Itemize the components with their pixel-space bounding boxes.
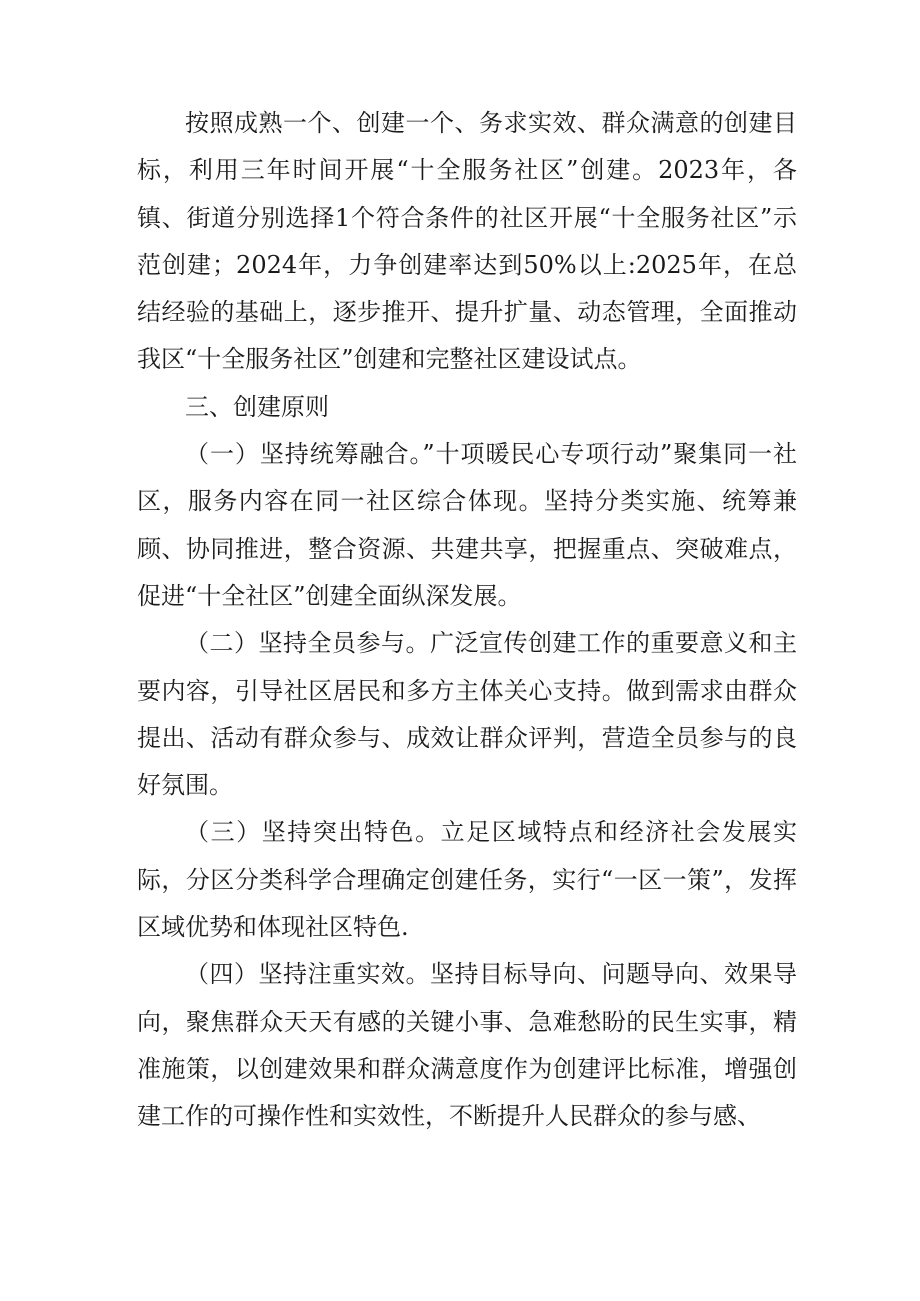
document-body <box>137 100 797 1141</box>
paragraph-principle-4: （四）坚持注重实效。坚持目标导向、问题导向、效果导向，聚焦群众天天有感的关键小事、急难愁盼的民生实事，精准施策，以创建效果和群众满意度作为创建评比标准，增强创建工作的可操作性和实效性，不断提升人民群众的参与感、 <box>137 960 797 1131</box>
paragraph-goal: 按照成熟一个、创建一个、务求实效、群众满意的创建目标，利用三年时间开展“十全服务社区”创建。2023年，各镇、街道分别选择1个符合条件的社区开展“十全服务社区”示范创建；2024年，力争创建率达到50%以上:2025年，在总结经验的基础上，逐步推开、提升扩量、动态管理，全面推动我区“十全服务社区”创建和完整社区建设试点。 <box>137 109 797 374</box>
section-heading-principles: 三、创建原则 <box>185 392 329 421</box>
paragraph-principle-3: （三）坚持突出特色。立足区域特点和经济社会发展实际，分区分类科学合理确定创建任务，实行“一区一策”，发挥区域优势和体现社区特色. <box>137 818 797 942</box>
paragraph-principle-2: （二）坚持全员参与。广泛宣传创建工作的重要意义和主要内容，引导社区居民和多方主体关心支持。做到需求由群众提出、活动有群众参与、成效让群众评判，营造全员参与的良好氛围。 <box>137 629 797 800</box>
paragraph-principle-1: （一）坚持统筹融合。”十项暖民心专项行动”聚集同一社区，服务内容在同一社区综合体现。坚持分类实施、统筹兼顾、协同推进，整合资源、共建共享，把握重点、突破难点，促进“十全社区”创建全面纵深发展。 <box>137 440 797 610</box>
